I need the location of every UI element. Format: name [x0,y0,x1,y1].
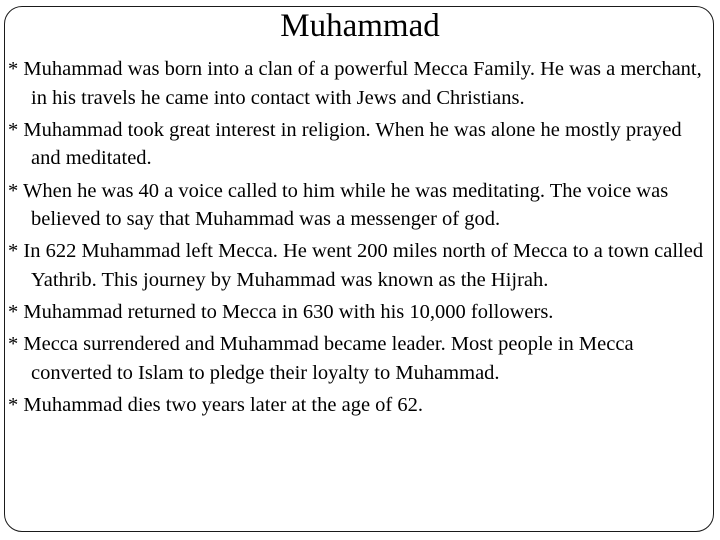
bullet-item-voice: * When he was 40 a voice called to him while he was meditating. The voice was believed to say that Muhammad was a messenger of god. [8,179,669,231]
bullet-item-death: * Muhammad dies two years later at the age of 62. [8,394,423,417]
bullet-item-religion: * Muhammad took great interest in religion. When he was alone he mostly prayed and meditated. [8,118,682,170]
bullet-item-surrender: * Mecca surrendered and Muhammad became leader. Most people in Mecca converted to Islam to pledge their loyalty to Muhammad. [8,333,634,384]
slide-title: Muhammad [280,8,440,44]
bullet-item-return: * Muhammad returned to Mecca in 630 with his 10,000 followers. [8,301,554,324]
bullet-item-birth: * Muhammad was born into a clan of a powerful Mecca Family. He was a merchant, in his travels he came into contact with Jews and Christians. [8,58,702,109]
bullet-item-hijrah: * In 622 Muhammad left Mecca. He went 200 miles north of Mecca to a town called Yathrib. This journey by Muhammad was known as the Hijrah. [8,240,704,291]
bullet-list [8,55,713,423]
